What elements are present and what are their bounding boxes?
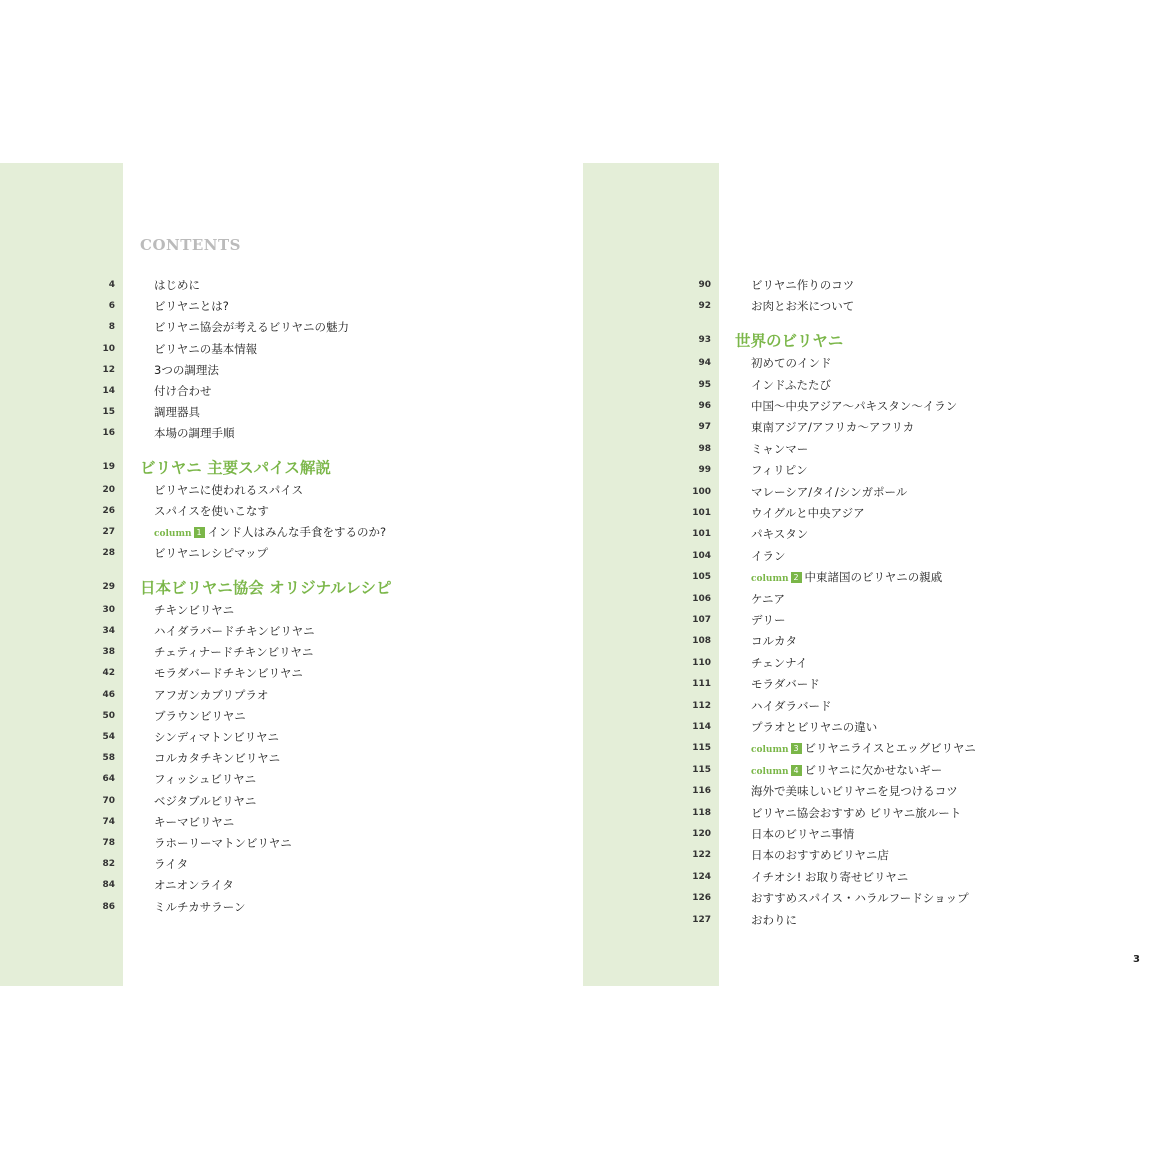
toc-page-number: 112 xyxy=(692,700,711,711)
toc-page-number: 101 xyxy=(692,529,711,540)
toc-page-number: 14 xyxy=(102,386,115,396)
toc-entry-title: ブラウンビリヤニ xyxy=(154,708,246,723)
toc-entry-title: 東南アジア/アフリカ〜アフリカ xyxy=(751,420,915,435)
toc-page-number: 8 xyxy=(108,322,115,333)
toc-page-number: 78 xyxy=(102,838,115,848)
toc-page-number: 107 xyxy=(692,615,711,625)
toc-page-number: 38 xyxy=(102,647,115,658)
toc-page-number: 12 xyxy=(102,364,115,375)
toc-entry-title: デリー xyxy=(751,613,786,627)
toc-entry-title: シンディマトンビリヤニ xyxy=(154,730,280,744)
toc-page-number: 95 xyxy=(698,379,711,390)
toc-entry-title: おわりに xyxy=(751,912,797,927)
toc-entry-title: イチオシ! お取り寄せビリヤニ xyxy=(751,869,909,884)
toc-entry-title: チェティナードチキンビリヤニ xyxy=(154,645,314,660)
toc-page-number: 101 xyxy=(692,508,711,518)
toc-page-number: 28 xyxy=(102,548,115,559)
toc-entry-title: チェンナイ xyxy=(751,655,808,670)
toc-entry-title: アフガンカブリプラオ xyxy=(154,687,269,702)
contents-heading: CONTENTS xyxy=(140,236,242,254)
toc-page-number: 90 xyxy=(698,280,711,290)
toc-page-number: 97 xyxy=(698,422,711,433)
column-title: ビリヤニに欠かせないギー xyxy=(804,762,943,777)
toc-entry-title: ビリヤニ 主要スパイス解説 xyxy=(140,457,331,477)
toc-entry-title: インドふたたび xyxy=(751,377,832,392)
toc-entry-title: 初めてのインド xyxy=(751,356,832,371)
page-number: 3 xyxy=(1133,954,1140,965)
column-number-badge: 4 xyxy=(791,765,802,776)
toc-page-number: 10 xyxy=(102,343,115,354)
toc-page-number: 110 xyxy=(692,657,711,668)
toc-entry-title: ハイダラバード xyxy=(751,698,832,713)
toc-entry-title: プラオとビリヤニの違い xyxy=(751,720,878,734)
toc-page-number: 124 xyxy=(692,871,711,882)
toc-entry-title: おすすめスパイス・ハラルフードショップ xyxy=(751,891,969,906)
toc-page-number: 50 xyxy=(102,710,115,721)
toc-page-number: 100 xyxy=(692,486,711,497)
toc-page-number: 30 xyxy=(102,604,115,615)
toc-page-number: 96 xyxy=(698,401,711,411)
column-label: column xyxy=(154,529,192,540)
toc-entry-title: マレーシア/タイ/シンガポール xyxy=(751,484,908,499)
toc-page-number: 115 xyxy=(692,764,711,775)
toc-entry-title: 日本のビリヤニ事情 xyxy=(751,827,855,841)
toc-page-number: 34 xyxy=(102,626,115,636)
toc-entry-title: モラダバードチキンビリヤニ xyxy=(154,666,303,681)
toc-page-number: 94 xyxy=(698,358,711,369)
toc-entry-title: 3つの調理法 xyxy=(154,362,219,377)
toc-entry-title: 中国〜中央アジア〜パキスタン〜イラン xyxy=(751,399,958,413)
toc-page-number: 15 xyxy=(102,407,115,418)
toc-page-number: 106 xyxy=(692,593,711,604)
toc-entry-title: ビリヤニ作りのコツ xyxy=(751,278,855,292)
toc-entry-title: 日本ビリヤニ協会 オリジナルレシピ xyxy=(140,577,392,597)
column-number-badge: 1 xyxy=(194,527,205,538)
toc-entry-title: フィッシュビリヤニ xyxy=(154,772,257,787)
toc-entry-title: コルカタチキンビリヤニ xyxy=(154,751,281,766)
column-number-badge: 3 xyxy=(791,743,802,754)
toc-page-number: 64 xyxy=(102,774,115,785)
toc-entry-title: ケニア xyxy=(751,591,786,606)
toc-page-number: 105 xyxy=(692,572,711,583)
toc-page-number: 92 xyxy=(698,301,711,312)
toc-page-number: 99 xyxy=(698,465,711,476)
toc-entry-title: ビリヤニレシピマップ xyxy=(154,546,269,561)
toc-page-number: 118 xyxy=(692,807,711,818)
toc-entry-title: 本場の調理手順 xyxy=(154,426,235,441)
toc-entry-title: お肉とお米について xyxy=(751,299,855,314)
toc-entry-title: ミャンマー xyxy=(751,441,809,456)
toc-entry-title: ビリヤニ協会が考えるビリヤニの魅力 xyxy=(154,320,350,335)
toc-page-number: 29 xyxy=(102,581,115,592)
toc-page-number: 54 xyxy=(102,732,115,742)
toc-entry-title: はじめに xyxy=(154,278,200,292)
toc-page-number: 82 xyxy=(102,859,115,870)
toc-page-number: 74 xyxy=(102,816,115,827)
column-title: ビリヤニライスとエッグビリヤニ xyxy=(804,741,976,756)
column-title: インド人はみんな手食をするのか? xyxy=(207,525,387,540)
toc-page-number: 6 xyxy=(108,301,115,312)
toc-page-number: 126 xyxy=(692,893,711,904)
toc-page-number: 111 xyxy=(692,679,711,690)
toc-entry-title: 日本のおすすめビリヤニ店 xyxy=(751,848,889,863)
toc-entry-title xyxy=(154,522,386,545)
toc-entry-title: ビリヤニに使われるスパイス xyxy=(154,482,304,497)
toc-page-number: 93 xyxy=(698,334,711,345)
toc-page-number: 16 xyxy=(102,428,115,439)
toc-entry-title: 海外で美味しいビリヤニを見つけるコツ xyxy=(751,784,958,799)
column-label: column xyxy=(751,574,789,585)
toc-page-number: 84 xyxy=(102,880,115,891)
toc-entry-title: スパイスを使いこなす xyxy=(154,504,269,518)
toc-page-number: 108 xyxy=(692,636,711,647)
toc-entry-title: ラホーリーマトンビリヤニ xyxy=(154,836,292,850)
column-label: column xyxy=(751,766,789,777)
toc-entry-title: イラン xyxy=(751,548,786,563)
column-number-badge: 2 xyxy=(791,572,802,583)
toc-entry-title: モラダバード xyxy=(751,677,820,692)
toc-page-number: 26 xyxy=(102,506,115,516)
toc-entry-title: オニオンライタ xyxy=(154,878,234,893)
toc-entry-title: パキスタン xyxy=(751,527,809,542)
toc-entry-title: ハイダラバードチキンビリヤニ xyxy=(154,624,315,638)
toc-page-number: 122 xyxy=(692,850,711,861)
toc-page-number: 127 xyxy=(692,914,711,925)
toc-page-number: 42 xyxy=(102,668,115,679)
toc-page-number: 120 xyxy=(692,829,711,839)
toc-page-number: 115 xyxy=(692,743,711,754)
toc-entry-title xyxy=(751,760,942,783)
toc-page-number: 114 xyxy=(692,722,711,732)
toc-entry-title: 調理器具 xyxy=(154,405,200,420)
column-title: 中東諸国のビリヤニの親戚 xyxy=(804,570,943,585)
toc-entry-title: ビリヤニとは? xyxy=(154,299,229,314)
toc-page-number: 70 xyxy=(102,795,115,806)
toc-entry-title: ベジタブルビリヤニ xyxy=(154,793,257,808)
toc-page-number: 86 xyxy=(102,901,115,912)
toc-entry-title xyxy=(751,738,976,761)
toc-page-number: 98 xyxy=(698,443,711,454)
column-label: column xyxy=(751,745,789,756)
toc-page-number: 20 xyxy=(102,484,115,495)
toc-page-number: 104 xyxy=(692,550,711,561)
toc-page-number: 46 xyxy=(102,689,115,700)
toc-entry-title: 付け合わせ xyxy=(154,384,212,398)
toc-entry-title: ミルチカサラーン xyxy=(154,899,246,914)
toc-page-number: 4 xyxy=(108,280,115,290)
toc-page-number: 116 xyxy=(692,786,711,797)
toc-page-number: 58 xyxy=(102,753,115,764)
toc-entry-title: ウイグルと中央アジア xyxy=(751,506,865,520)
toc-entry-title: 世界のビリヤニ xyxy=(735,330,844,350)
toc-entry-title xyxy=(751,567,942,590)
toc-page-number: 27 xyxy=(102,527,115,538)
toc-entry-title: ライタ xyxy=(154,857,189,872)
toc-entry-title: キーマビリヤニ xyxy=(154,814,235,829)
toc-entry-title: コルカタ xyxy=(751,634,797,649)
toc-entry-title: ビリヤニ協会おすすめ ビリヤニ旅ルート xyxy=(751,805,962,820)
toc-page-number: 19 xyxy=(102,461,115,472)
toc-entry-title: ビリヤニの基本情報 xyxy=(154,341,258,356)
toc-entry-title: フィリピン xyxy=(751,463,808,478)
toc-entry-title: チキンビリヤニ xyxy=(154,602,235,617)
